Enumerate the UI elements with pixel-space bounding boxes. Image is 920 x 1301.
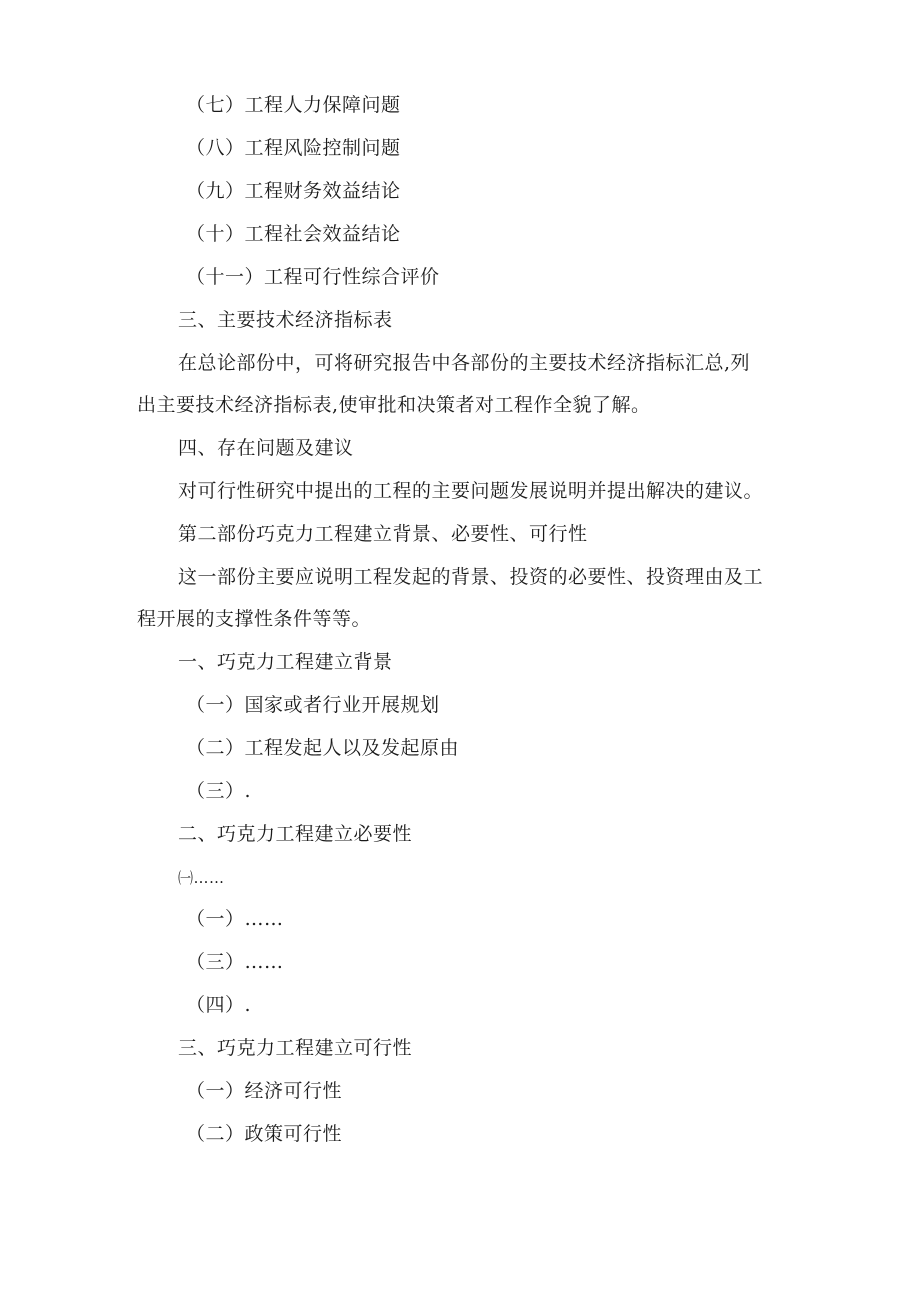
list-item: （四）. — [186, 994, 252, 1016]
paragraph-line: 出主要技术经济指标表,使审批和决策者对工程作全貌了解。 — [137, 394, 651, 416]
list-item: （十）工程社会效益结论 — [186, 223, 401, 245]
list-item: （九）工程财务效益结论 — [186, 180, 401, 202]
list-item: （一）经济可行性 — [186, 1080, 343, 1102]
list-item: （二）政策可行性 — [186, 1123, 343, 1145]
list-item: （一）…… — [186, 908, 284, 930]
section-heading: 三、主要技术经济指标表 — [178, 309, 393, 331]
list-item: ㈠…… — [178, 869, 225, 887]
section-heading: 三、巧克力工程建立可行性 — [178, 1037, 413, 1059]
section-heading: 四、存在问题及建议 — [178, 437, 354, 459]
list-item: （三）…… — [186, 951, 284, 973]
section-heading: 二、巧克力工程建立必要性 — [178, 823, 413, 845]
paragraph-line: 这一部份主要应说明工程发起的背景、投资的必要性、投资理由及工 — [178, 566, 764, 588]
part-heading: 第二部份巧克力工程建立背景、必要性、可行性 — [178, 523, 588, 545]
paragraph-line: 在总论部份中，可将研究报告中各部份的主要技术经济指标汇总,列 — [178, 352, 751, 374]
list-item: （八）工程风险控制问题 — [186, 137, 401, 159]
list-item: （一）国家或者行业开展规划 — [186, 694, 440, 716]
list-item: （七）工程人力保障问题 — [186, 94, 401, 116]
list-item: （三）. — [186, 780, 252, 802]
paragraph-line: 对可行性研究中提出的工程的主要问题发展说明并提出解决的建议。 — [178, 480, 764, 502]
list-item: （十一）工程可行性综合评价 — [186, 266, 440, 288]
section-heading: 一、巧克力工程建立背景 — [178, 651, 393, 673]
list-item: （二）工程发起人以及发起原由 — [186, 737, 460, 759]
paragraph-line: 程开展的支撑性条件等等。 — [137, 608, 372, 630]
